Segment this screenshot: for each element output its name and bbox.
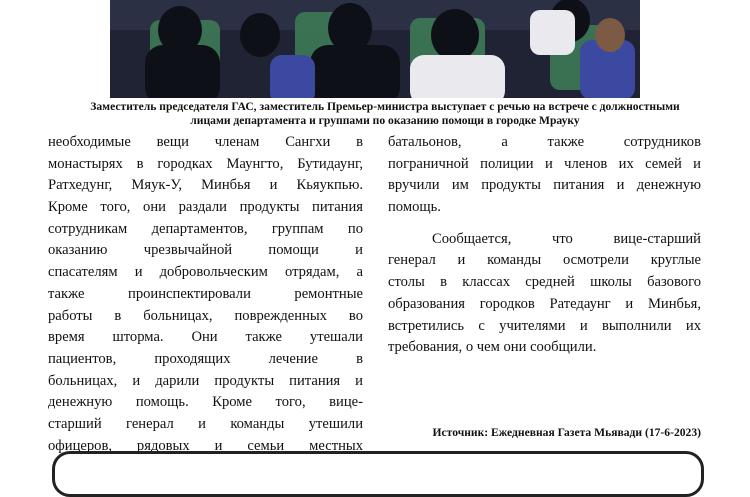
text-line: также проинспектировали ремонтные <box>48 285 363 302</box>
text-line: генерал и команды осмотрели круглые <box>388 252 701 269</box>
text-line: помощь. <box>388 199 441 216</box>
text-line: столы в классах средней школы базового <box>388 274 701 291</box>
paragraph-gap <box>388 219 701 229</box>
meeting-photo-illustration <box>110 0 640 98</box>
article-column-right <box>388 132 701 359</box>
next-article-frame <box>52 451 704 497</box>
text-line: пациентов, проходящих лечение в <box>48 350 363 367</box>
text-line: Кроме того, они раздали продукты питания <box>48 199 363 216</box>
text-line: денежную помощь. Кроме того, вице- <box>48 394 363 411</box>
text-line: время шторма. Они также утешали <box>48 329 363 346</box>
text-line: вручили им продукты питания и денежную <box>388 177 701 194</box>
article-column-left <box>48 132 363 457</box>
text-line: спасателям и добровольческим отрядам, а <box>48 264 363 281</box>
text-line: пограничной полиции и членов их семей и <box>388 155 701 172</box>
text-line: требования, о чем они сообщили. <box>388 339 597 356</box>
text-line: сотрудникам департаментов, группам по <box>48 220 363 237</box>
caption-line: лицами департамента и группами по оказанию помощи в городке Мрауку <box>190 113 580 127</box>
photo-caption <box>40 100 730 127</box>
text-line: Ратхедунг, Мяук-У, Минбья и Кьяукпью. <box>48 177 363 194</box>
source-credit: Источник: Ежедневная Газета Мьявади (17-6-2023) <box>432 426 701 439</box>
text-line: батальонов, а также сотрудников <box>388 134 701 150</box>
text-line: оказанию чрезвычайной помощи и <box>48 242 363 259</box>
caption-line: Заместитель председателя ГАС, заместитель Премьер-министра выступает с речью на встрече с должностными <box>90 100 680 113</box>
text-line: офицеров, рядовых и семьи местных <box>48 437 363 454</box>
text-line: образования городков Ратедаунг и Минбья, <box>388 295 701 312</box>
news-photo <box>110 0 640 98</box>
text-line: работы в больницах, поврежденных во <box>48 307 363 324</box>
text-line: больницах, и дарили продукты питания и <box>48 372 363 389</box>
text-line: Сообщается, что вице-старший <box>432 230 701 247</box>
text-line: встретились с учителями и выполнили их <box>388 317 701 334</box>
text-line: монастырях в городках Маунгто, Бутидаунг, <box>48 155 363 172</box>
text-line: старший генерал и команды утешили <box>48 415 363 432</box>
text-line: необходимые вещи членам Сангхи в <box>48 134 363 150</box>
